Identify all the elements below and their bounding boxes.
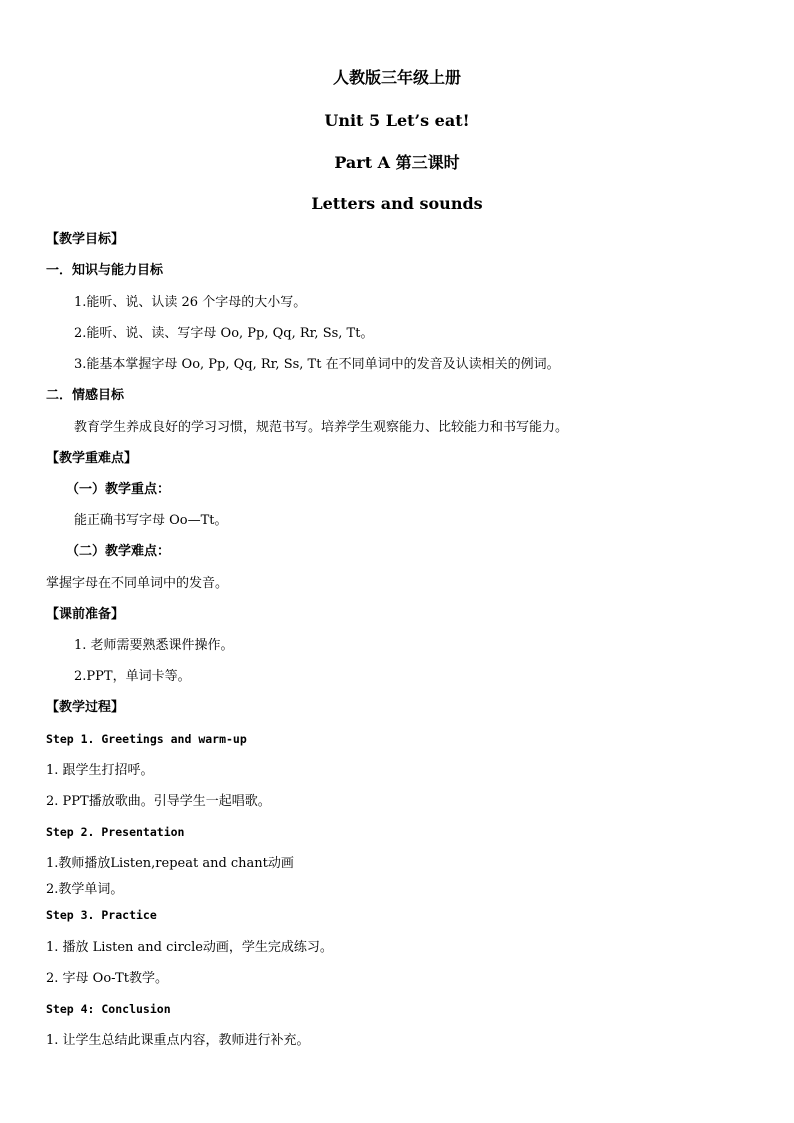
key-point-label: （一）教学重点： (66, 482, 171, 497)
step-2-item-1: 1.教师播放Listen,repeat and chant动画 (46, 856, 294, 871)
step-4-item-1: 1. 让学生总结此课重点内容，教师进行补充。 (46, 1033, 310, 1048)
part-title: Part A 第三课时 (334, 153, 460, 172)
preparation-item-2: 2.PPT，单词卡等。 (74, 669, 191, 684)
objective-item-2: 2.能听、说、读、写字母 Oo, Pp, Qq, Rr, Ss, Tt。 (74, 326, 374, 341)
preparation-heading: 【课前准备】 (46, 607, 125, 622)
emotion-heading: 二．情感目标 (46, 388, 125, 403)
lesson-title: Letters and sounds (311, 194, 483, 213)
step-3-heading: Step 3. Practice (46, 908, 157, 922)
step-2-item-2: 2.教学单词。 (46, 882, 124, 897)
keypoints-heading: 【教学重难点】 (46, 451, 138, 466)
step-1-item-2: 2. PPT播放歌曲。引导学生一起唱歌。 (46, 794, 271, 809)
objective-item-1: 1.能听、说、认读 26 个字母的大小写。 (74, 295, 307, 310)
preparation-item-1: 1. 老师需要熟悉课件操作。 (74, 638, 234, 653)
difficulty-label: （二）教学难点： (66, 544, 171, 559)
objective-item-3: 3.能基本掌握字母 Oo, Pp, Qq, Rr, Ss, Tt 在不同单词中的发音及认读相关的例词。 (74, 357, 560, 372)
unit-title: Unit 5 Let’s eat! (324, 111, 470, 130)
step-3-item-1: 1. 播放 Listen and circle动画，学生完成练习。 (46, 940, 333, 955)
step-2-heading: Step 2. Presentation (46, 825, 185, 839)
objectives-heading: 【教学目标】 (46, 232, 125, 247)
step-1-item-1: 1. 跟学生打招呼。 (46, 763, 154, 778)
document-title: 人教版三年级上册 (332, 68, 461, 87)
knowledge-ability-heading: 一．知识与能力目标 (46, 263, 164, 278)
key-point-text: 能正确书写字母 Oo—Tt。 (74, 513, 228, 528)
step-1-heading: Step 1. Greetings and warm-up (46, 732, 247, 746)
difficulty-text: 掌握字母在不同单词中的发音。 (46, 576, 229, 591)
process-heading: 【教学过程】 (46, 700, 125, 715)
emotion-text: 教育学生养成良好的学习习惯，规范书写。培养学生观察能力、比较能力和书写能力。 (74, 420, 569, 435)
step-4-heading: Step 4: Conclusion (46, 1002, 171, 1016)
step-3-item-2: 2. 字母 Oo-Tt教学。 (46, 971, 168, 986)
